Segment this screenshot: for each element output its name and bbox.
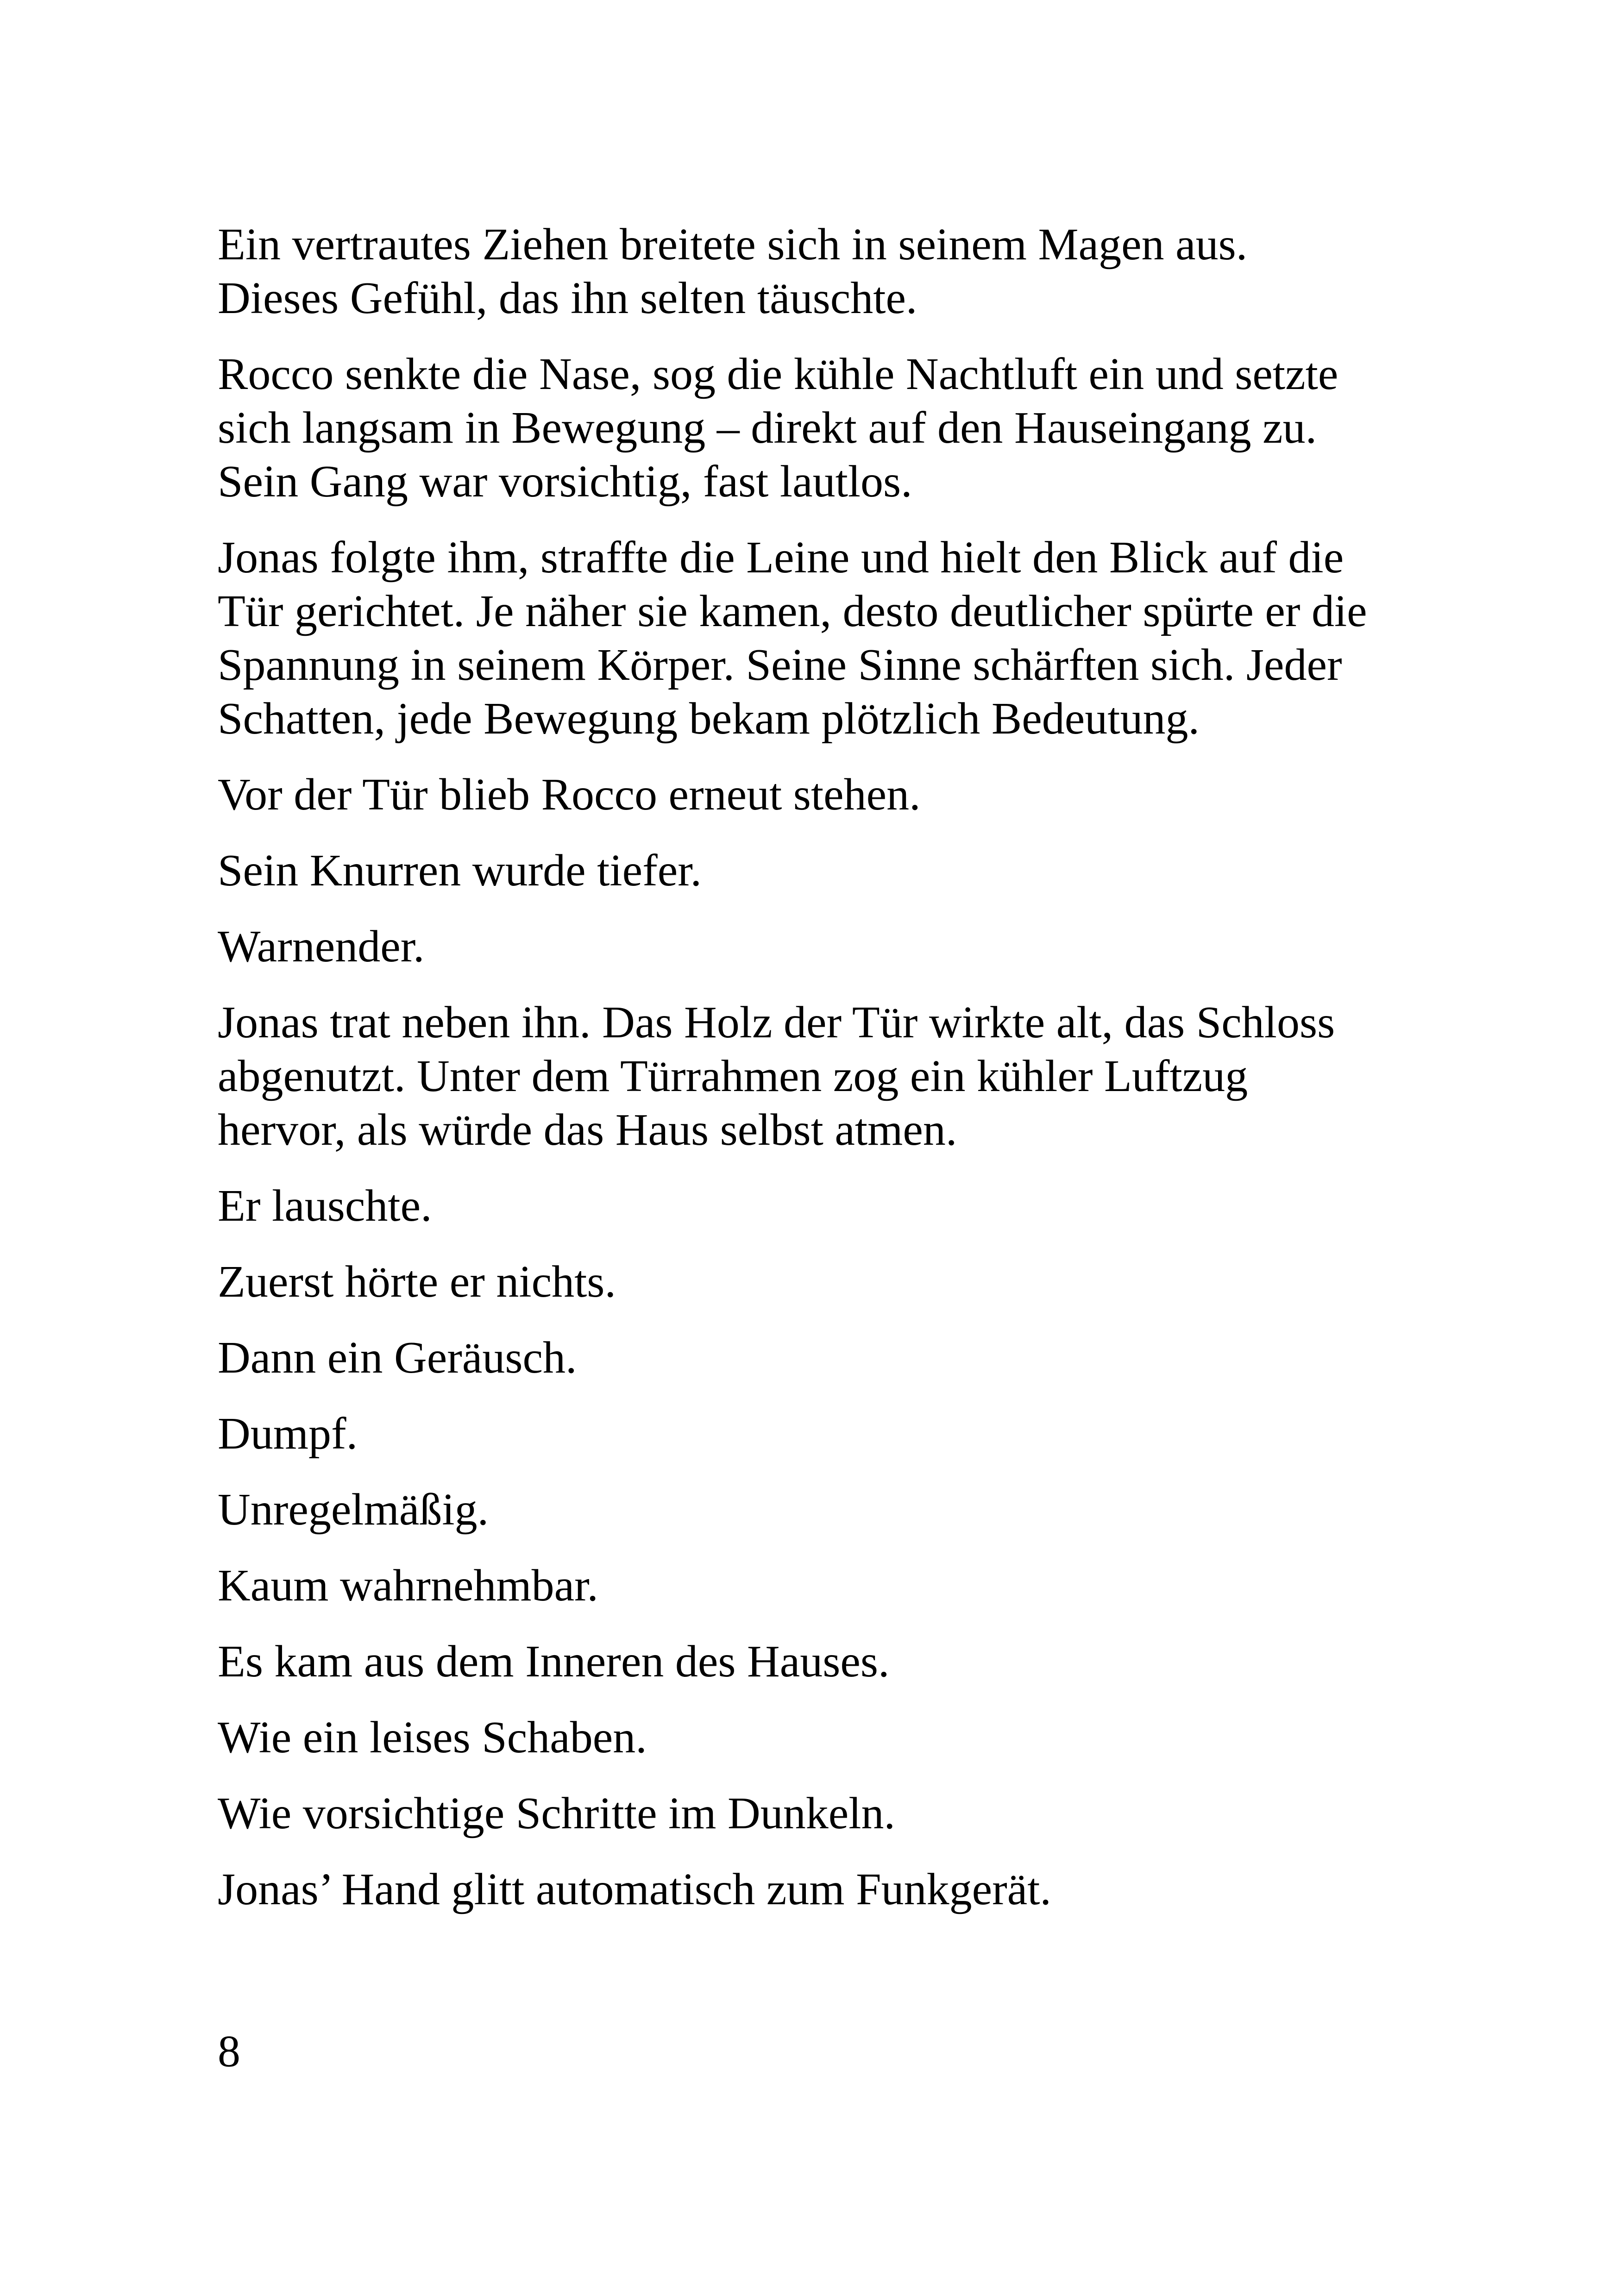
paragraph: Jonas folgte ihm, straffte die Leine und hielt den Blick auf die Tür gerichtet. Je näher sie kamen, desto deutlicher spürte er die Spannung in seinem Körper. Seine Sinne schärften sich. Jeder Schatten, jede Bewegung bekam plötzlich Bedeutung. <box>218 533 1367 744</box>
paragraph: Zuerst hörte er nichts. <box>218 1257 616 1307</box>
paragraph: Wie vorsichtige Schritte im Dunkeln. <box>218 1788 896 1838</box>
paragraph: Dumpf. <box>218 1409 358 1459</box>
paragraph: Sein Knurren wurde tiefer. <box>218 846 702 896</box>
paragraph: Warnender. <box>218 922 425 972</box>
paragraph: Es kam aus dem Inneren des Hauses. <box>218 1637 890 1687</box>
page-body <box>218 218 1431 1938</box>
paragraph: Jonas trat neben ihn. Das Holz der Tür wirkte alt, das Schloss abgenutzt. Unter dem Türrahmen zog ein kühler Luftzug hervor, als würde das Haus selbst atmen. <box>218 997 1335 1155</box>
paragraph: Ein vertrautes Ziehen breitete sich in seinem Magen aus. Dieses Gefühl, das ihn selten täuschte. <box>218 220 1248 323</box>
paragraph: Unregelmäßig. <box>218 1485 489 1535</box>
paragraph: Wie ein leises Schaben. <box>218 1713 647 1763</box>
paragraph: Er lauschte. <box>218 1181 432 1231</box>
paragraph: Rocco senkte die Nase, sog die kühle Nachtluft ein und setzte sich langsam in Bewegung – direkt auf den Hauseingang zu. Sein Gang war vorsichtig, fast lautlos. <box>218 349 1338 507</box>
paragraph: Kaum wahrnehmbar. <box>218 1561 598 1611</box>
paragraph: Jonas’ Hand glitt automatisch zum Funkgerät. <box>218 1864 1051 1914</box>
paragraph: Dann ein Geräusch. <box>218 1333 577 1383</box>
paragraph: Vor der Tür blieb Rocco erneut stehen. <box>218 770 921 820</box>
page-number: 8 <box>218 2026 240 2076</box>
